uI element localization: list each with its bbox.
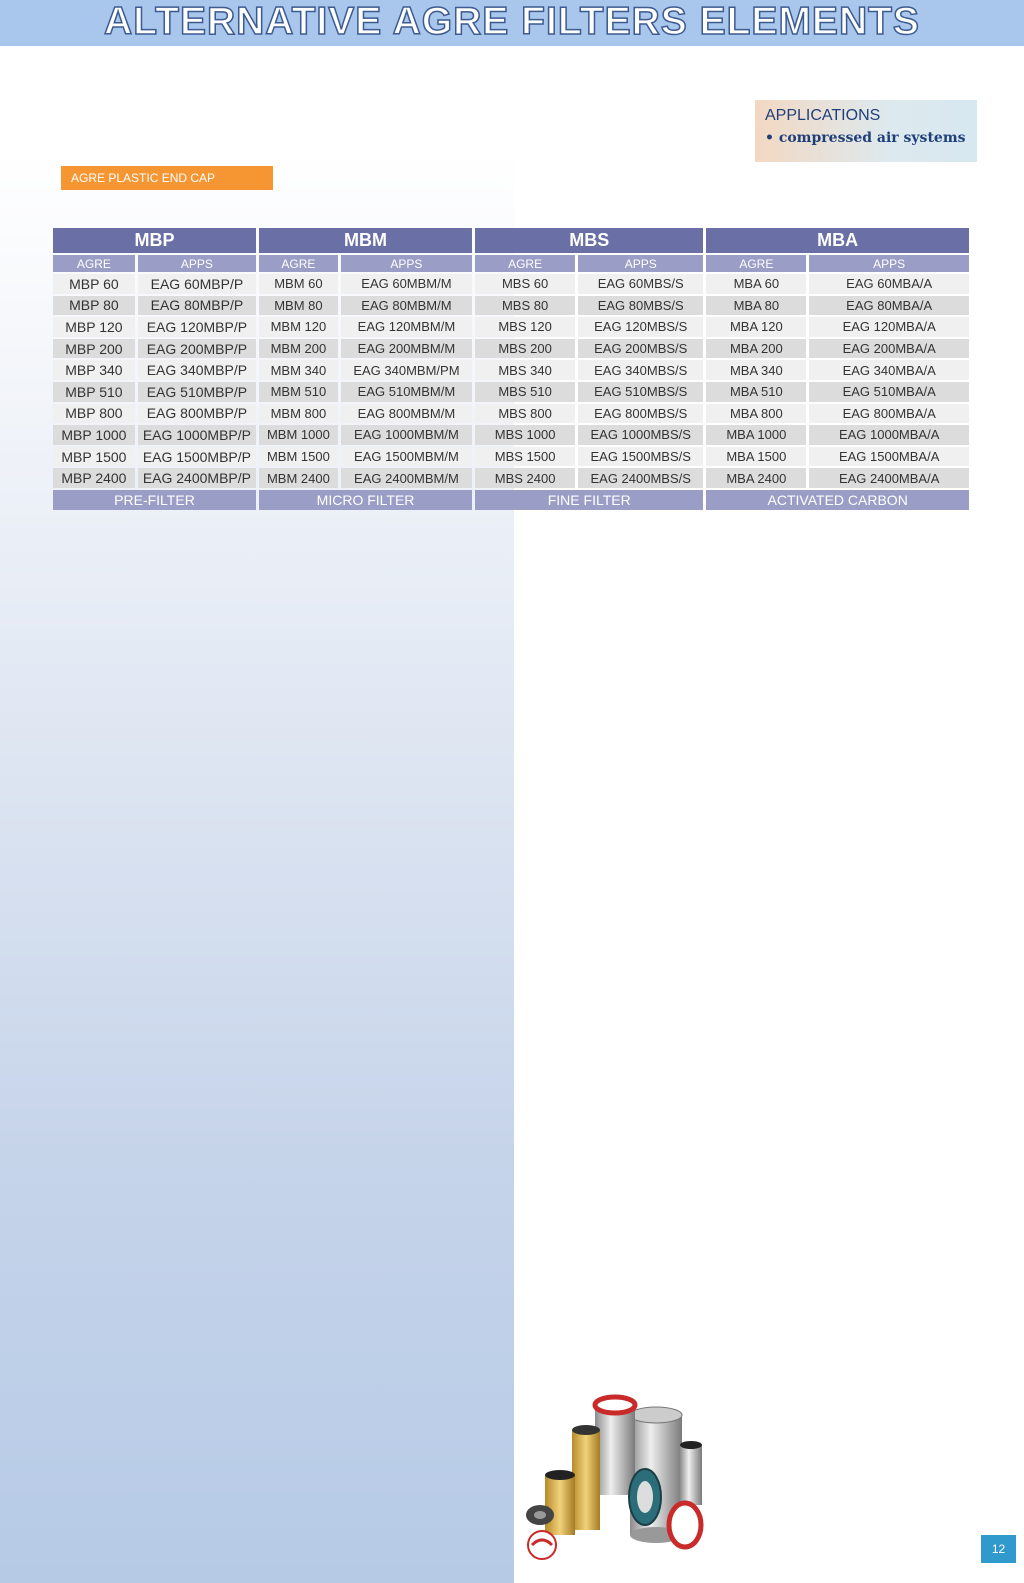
table-cell: MBS 1000 [475,425,575,445]
table-cell: EAG 200MBP/P [138,339,256,359]
table-cell: MBP 800 [53,404,135,424]
table-cell: EAG 1500MBA/A [809,447,969,467]
table-cell: EAG 80MBA/A [809,296,969,316]
column-header: AGRE [53,255,135,272]
table-cell: EAG 2400MBP/P [138,468,256,488]
group-header: MBM [259,228,472,253]
table-cell: EAG 200MBM/M [341,339,472,359]
table-cell: EAG 510MBM/M [341,382,472,402]
table-cell: MBP 200 [53,339,135,359]
table-cell: MBA 510 [706,382,806,402]
table-row [53,447,969,467]
group-header: MBA [706,228,969,253]
column-header: APPS [809,255,969,272]
table-cell: MBS 340 [475,360,575,380]
table-cell: MBS 200 [475,339,575,359]
table-cell: MBM 60 [259,274,338,294]
table-cell: MBP 1000 [53,425,135,445]
column-header: AGRE [475,255,575,272]
table-cell: MBM 2400 [259,468,338,488]
table-cell: MBS 60 [475,274,575,294]
table-cell: EAG 80MBP/P [138,296,256,316]
table-cell: EAG 80MBS/S [578,296,703,316]
applications-box [755,100,977,162]
table-cell: EAG 2400MBM/M [341,468,472,488]
table-cell: MBA 60 [706,274,806,294]
table-cell: MBA 1000 [706,425,806,445]
table-row [53,425,969,445]
group-header: MBP [53,228,256,253]
table-cell: MBP 510 [53,382,135,402]
column-header: APPS [341,255,472,272]
table-cell: EAG 1500MBP/P [138,447,256,467]
table-cell: EAG 60MBA/A [809,274,969,294]
table-cell: MBS 510 [475,382,575,402]
table-cell: EAG 800MBA/A [809,404,969,424]
filter-type-label: FINE FILTER [475,490,703,510]
table-cell: MBM 80 [259,296,338,316]
table-row [53,339,969,359]
applications-item: • compressed air systems [765,130,966,146]
table-cell: MBP 2400 [53,468,135,488]
table-cell: MBA 800 [706,404,806,424]
table-cell: EAG 800MBM/M [341,404,472,424]
table-cell: MBM 800 [259,404,338,424]
table-cell: EAG 120MBM/M [341,317,472,337]
table-cell: MBA 200 [706,339,806,359]
table-cell: EAG 1500MBS/S [578,447,703,467]
group-header: MBS [475,228,703,253]
table-cell: MBS 800 [475,404,575,424]
column-header: APPS [138,255,256,272]
table-cell: MBS 80 [475,296,575,316]
table-cell: MBM 1000 [259,425,338,445]
column-header: AGRE [259,255,338,272]
table-cell: EAG 1000MBP/P [138,425,256,445]
table-cell: MBM 340 [259,360,338,380]
table-cell: EAG 1000MBM/M [341,425,472,445]
table-cell: MBM 200 [259,339,338,359]
table-cell: EAG 200MBA/A [809,339,969,359]
table-cell: MBP 1500 [53,447,135,467]
table-row [53,274,969,294]
table-cell: MBA 2400 [706,468,806,488]
table-cell: EAG 340MBA/A [809,360,969,380]
table-cell: EAG 340MBM/PM [341,360,472,380]
page-title: ALTERNATIVE AGRE FILTERS ELEMENTS [104,0,920,43]
end-cap-badge: AGRE PLASTIC END CAP [61,166,273,190]
table-cell: EAG 60MBM/M [341,274,472,294]
table-cell: MBP 120 [53,317,135,337]
table-cell: EAG 1000MBS/S [578,425,703,445]
table-cell: EAG 2400MBA/A [809,468,969,488]
table-cell: MBM 510 [259,382,338,402]
table-row [53,317,969,337]
filter-type-label: MICRO FILTER [259,490,472,510]
table-cell: EAG 80MBM/M [341,296,472,316]
table-cell: MBM 120 [259,317,338,337]
page-number: 12 [981,1535,1016,1563]
title-banner [0,0,1024,46]
table-cell: EAG 340MBP/P [138,360,256,380]
table-cell: MBA 120 [706,317,806,337]
table-cell: EAG 800MBS/S [578,404,703,424]
table-cell: MBS 120 [475,317,575,337]
table-cell: EAG 510MBA/A [809,382,969,402]
table-row [53,404,969,424]
table-cell: EAG 60MBP/P [138,274,256,294]
filter-type-label: ACTIVATED CARBON [706,490,969,510]
table-cell: EAG 120MBP/P [138,317,256,337]
table-body [53,274,969,488]
table-cell: EAG 2400MBS/S [578,468,703,488]
table-cell: MBP 340 [53,360,135,380]
table-cell: MBM 1500 [259,447,338,467]
table-cell: MBS 2400 [475,468,575,488]
table-cell: EAG 60MBS/S [578,274,703,294]
column-header-row [53,255,969,272]
table-cell: MBP 60 [53,274,135,294]
table-row [53,382,969,402]
filter-cross-reference-table [50,226,972,512]
table-cell: EAG 510MBP/P [138,382,256,402]
table-row [53,468,969,488]
table-row [53,360,969,380]
table-cell: EAG 1000MBA/A [809,425,969,445]
table-cell: EAG 340MBS/S [578,360,703,380]
applications-title: APPLICATIONS [765,107,881,124]
table-cell: EAG 120MBS/S [578,317,703,337]
table-row [53,296,969,316]
filter-elements-photo-icon [520,1385,710,1563]
table-cell: EAG 120MBA/A [809,317,969,337]
column-header: APPS [578,255,703,272]
filter-type-row [53,490,969,510]
table-cell: EAG 800MBP/P [138,404,256,424]
table-cell: MBS 1500 [475,447,575,467]
column-header: AGRE [706,255,806,272]
table-cell: MBA 1500 [706,447,806,467]
table-cell: EAG 1500MBM/M [341,447,472,467]
filter-type-label: PRE-FILTER [53,490,256,510]
table-cell: EAG 510MBS/S [578,382,703,402]
group-header-row [53,228,969,253]
table-cell: MBA 80 [706,296,806,316]
table-cell: MBP 80 [53,296,135,316]
table-cell: MBA 340 [706,360,806,380]
table-cell: EAG 200MBS/S [578,339,703,359]
